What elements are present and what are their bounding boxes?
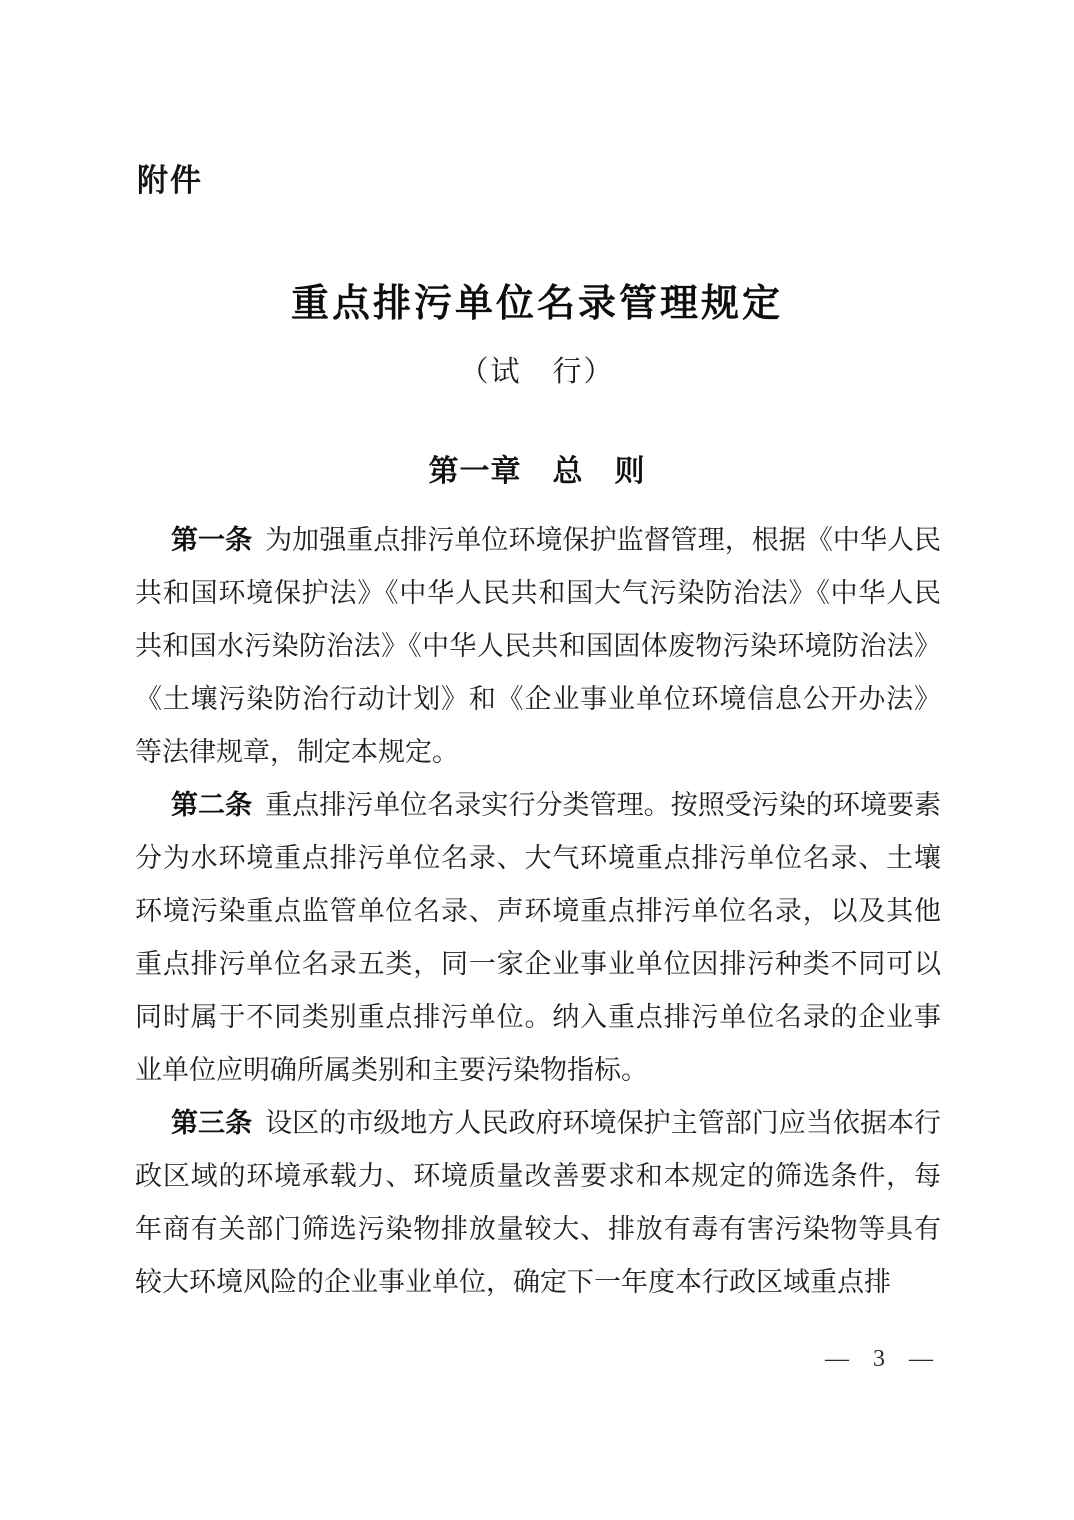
article-paragraph-1 (135, 514, 941, 779)
document-body (135, 514, 941, 1309)
article-text-1: 为加强重点排污单位环境保护监督管理，根据《中华人民共和国环境保护法》《中华人民共和国大气污染防治法》《中华人民共和国水污染防治法》《中华人民共和国固体废物污染环境防治法》《土壤污染防治行动计划》和《企业事业单位环境信息公开办法》等法律规章，制定本规定。 (135, 525, 942, 767)
page-number: — 3 — (825, 1346, 935, 1372)
article-number-2: 第二条 (171, 790, 253, 820)
article-paragraph-3 (135, 1097, 941, 1309)
article-number-1: 第一条 (171, 525, 253, 555)
article-text-2: 重点排污单位名录实行分类管理。按照受污染的环境要素分为水环境重点排污单位名录、大气环境重点排污单位名录、土壤环境污染重点监管单位名录、声环境重点排污单位名录，以及其他重点排污单位名录五类，同一家企业事业单位因排污种类不同可以同时属于不同类别重点排污单位。纳入重点排污单位名录的企业事业单位应明确所属类别和主要污染物指标。 (135, 790, 942, 1085)
article-paragraph-2 (135, 779, 941, 1097)
document-title: 重点排污单位名录管理规定 (290, 283, 783, 325)
article-number-3: 第三条 (171, 1108, 253, 1138)
article-text-3: 设区的市级地方人民政府环境保护主管部门应当依据本行政区域的环境承载力、环境质量改善要求和本规定的筛选条件，每年商有关部门筛选污染物排放量较大、排放有毒有害污染物等具有较大环境风险的企业事业单位，确定下一年度本行政区域重点排 (135, 1108, 942, 1297)
document-subtitle: （试 行） (459, 356, 615, 388)
attachment-label: 附件 (137, 163, 203, 198)
chapter-heading: 第一章 总 则 (428, 455, 646, 488)
